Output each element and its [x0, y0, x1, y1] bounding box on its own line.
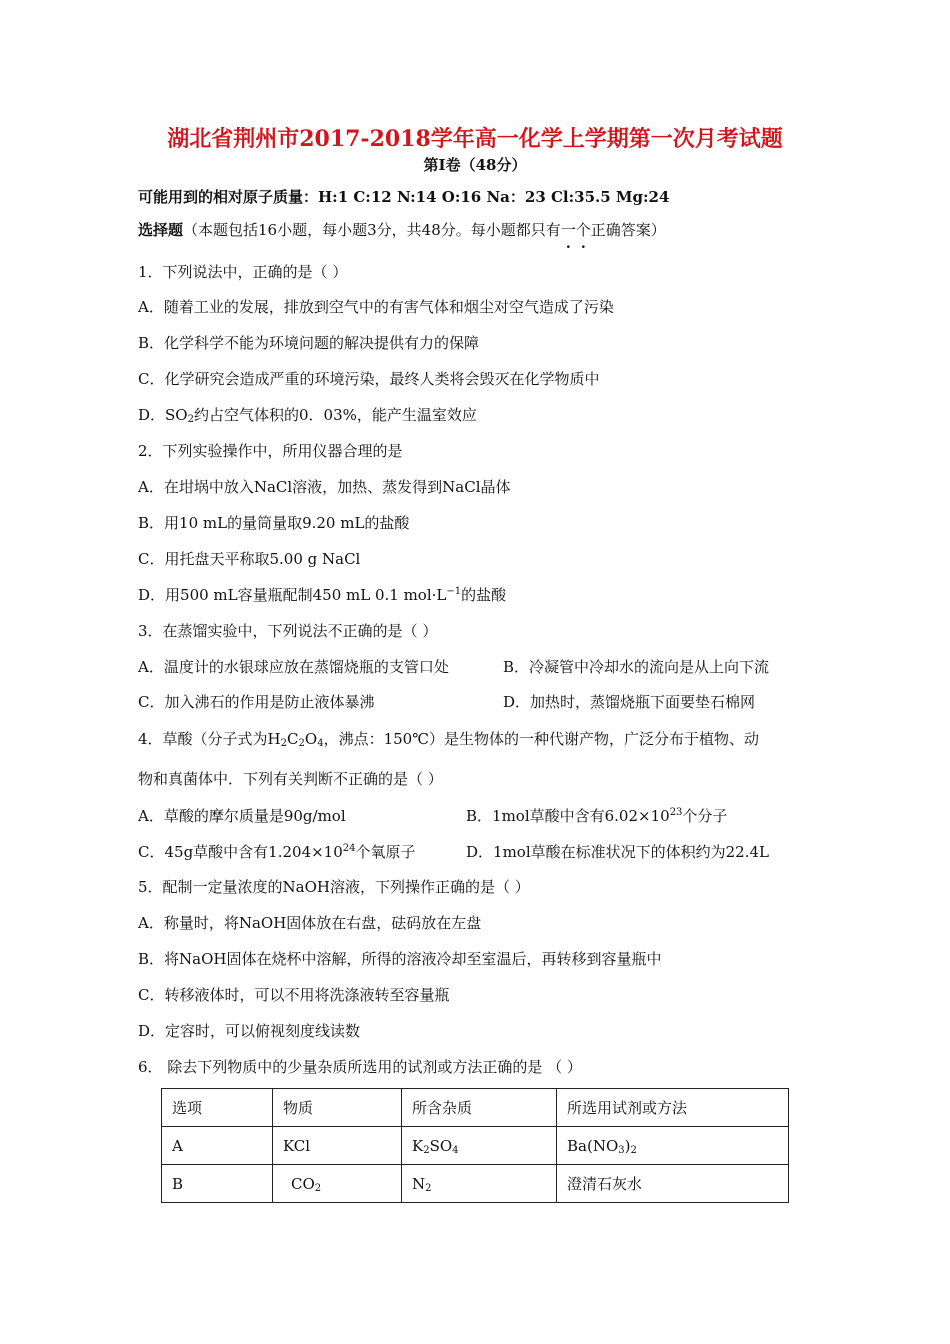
- text: 个分子: [682, 807, 728, 825]
- table-cell: [273, 1165, 402, 1203]
- text: 约占空气体积的0．03%，能产生温室效应: [193, 406, 477, 424]
- q6-table: [161, 1088, 789, 1203]
- table-row: [162, 1127, 789, 1165]
- q2-option-d: [138, 584, 506, 605]
- subscript: 3: [618, 1144, 625, 1156]
- q6-stem: 6． 除去下列物质中的少量杂质所选用的试剂或方法正确的是 （ ）: [138, 1058, 582, 1076]
- superscript: −1: [446, 586, 462, 597]
- text: N: [412, 1174, 426, 1193]
- text: 4．草酸（分子式为H: [138, 730, 281, 748]
- text: ): [624, 1136, 631, 1155]
- table-cell: KCl: [273, 1127, 402, 1165]
- q3-option-b: B．冷凝管中冷却水的流向是从上向下流: [503, 658, 770, 676]
- superscript: 24: [342, 843, 356, 854]
- table-header-row: [162, 1089, 789, 1127]
- subscript: 4: [317, 738, 324, 749]
- q4-option-c: [138, 841, 416, 862]
- table-header-cell: 物质: [273, 1089, 402, 1127]
- subscript: 4: [452, 1144, 459, 1156]
- page-title: 湖北省荆州市2017-2018学年高一化学上学期第一次月考试题: [167, 126, 783, 152]
- q1-option-a: A．随着工业的发展，排放到空气中的有害气体和烟尘对空气造成了污染: [138, 298, 614, 316]
- section-desc-post: 正确答案）: [590, 221, 666, 239]
- superscript: 23: [669, 807, 683, 818]
- text: D．用500 mL容量瓶配制450 mL 0.1 mol·L: [138, 586, 447, 604]
- text: D．SO: [138, 406, 188, 424]
- q3-stem: 3．在蒸馏实验中，下列说法不正确的是（ ）: [138, 622, 438, 640]
- table-cell: 澄清石灰水: [557, 1165, 789, 1203]
- section-desc-pre: （本题包括16小题，每小题3分，共48分。每小题都只有: [183, 221, 561, 239]
- q1-option-b: B．化学科学不能为环境问题的解决提供有力的保障: [138, 334, 480, 352]
- q2-option-c: C．用托盘天平称取5.00 g NaCl: [138, 550, 361, 568]
- text: O: [304, 730, 318, 748]
- table-cell: A: [162, 1127, 273, 1165]
- emphasis-char: 个: [575, 221, 591, 239]
- text: ，沸点：150℃）是生物体的一种代谢产物，广泛分布于植物、动: [323, 730, 759, 748]
- atomic-masses: 可能用到的相对原子质量：H:1 C:12 N:14 O:16 Na：23 Cl:35.5 Mg:24: [138, 188, 670, 206]
- text: K: [412, 1136, 424, 1155]
- q1-option-d: [138, 404, 477, 425]
- text: 的盐酸: [461, 586, 507, 604]
- q4-stem-line2: 物和真菌体中．下列有关判断不正确的是（ ）: [138, 770, 443, 788]
- text: SO: [429, 1136, 453, 1155]
- table-header-cell: 所选用试剂或方法: [557, 1089, 789, 1127]
- q3-option-d: D．加热时，蒸馏烧瓶下面要垫石棉网: [503, 693, 756, 711]
- q4-option-b: [466, 805, 727, 826]
- section-heading: [138, 219, 666, 240]
- q5-option-b: B．将NaOH固体在烧杯中溶解，所得的溶液冷却至室温后，再转移到容量瓶中: [138, 950, 662, 968]
- q4-option-a: A．草酸的摩尔质量是90g/mol: [138, 807, 346, 825]
- page-subtitle: 第Ⅰ卷（48分）: [423, 156, 527, 174]
- q5-option-c: C．转移液体时，可以不用将洗涤液转至容量瓶: [138, 986, 450, 1004]
- section-label: 选择题: [138, 221, 184, 239]
- text: Ba(NO: [567, 1136, 619, 1155]
- q2-stem: 2．下列实验操作中，所用仪器合理的是: [138, 442, 403, 460]
- table-row: [162, 1165, 789, 1203]
- table-header-cell: 所含杂质: [402, 1089, 557, 1127]
- table-cell: B: [162, 1165, 273, 1203]
- text: 个氧原子: [355, 843, 416, 861]
- q3-option-c: C．加入沸石的作用是防止液体暴沸: [138, 693, 375, 711]
- subscript: 2: [187, 414, 194, 425]
- q2-option-a: A．在坩埚中放入NaCl溶液，加热、蒸发得到NaCl晶体: [138, 478, 511, 496]
- emphasis-char: 一: [560, 221, 576, 239]
- q3-option-a: A．温度计的水银球应放在蒸馏烧瓶的支管口处: [138, 658, 449, 676]
- subscript: 2: [314, 1182, 322, 1194]
- q2-option-b: B．用10 mL的量筒量取9.20 mL的盐酸: [138, 514, 410, 532]
- subscript: 2: [425, 1182, 432, 1194]
- q4-option-d: D．1mol草酸在标准状况下的体积约为22.4L: [466, 843, 769, 861]
- text: B．1mol草酸中含有6.02×10: [466, 807, 670, 825]
- q5-option-a: A．称量时，将NaOH固体放在右盘，砝码放在左盘: [138, 914, 482, 932]
- table-cell: [402, 1165, 557, 1203]
- subscript: 2: [280, 738, 288, 749]
- table-cell: [402, 1127, 557, 1165]
- text: C: [287, 730, 299, 748]
- subscript: 2: [423, 1144, 430, 1156]
- table-header-cell: 选项: [162, 1089, 273, 1127]
- q1-stem: 1．下列说法中，正确的是（ ）: [138, 263, 348, 281]
- q5-option-d: D．定容时，可以俯视刻度线读数: [138, 1022, 361, 1040]
- q4-stem-line1: [138, 728, 759, 749]
- text: C．45g草酸中含有1.204×10: [138, 843, 343, 861]
- subscript: 2: [630, 1144, 637, 1156]
- q5-stem: 5．配制一定量浓度的NaOH溶液，下列操作正确的是（ ）: [138, 878, 530, 896]
- subscript: 2: [298, 738, 305, 749]
- q1-option-c: C．化学研究会造成严重的环境污染，最终人类将会毁灭在化学物质中: [138, 370, 600, 388]
- table-cell: [557, 1127, 789, 1165]
- text: CO: [291, 1174, 315, 1193]
